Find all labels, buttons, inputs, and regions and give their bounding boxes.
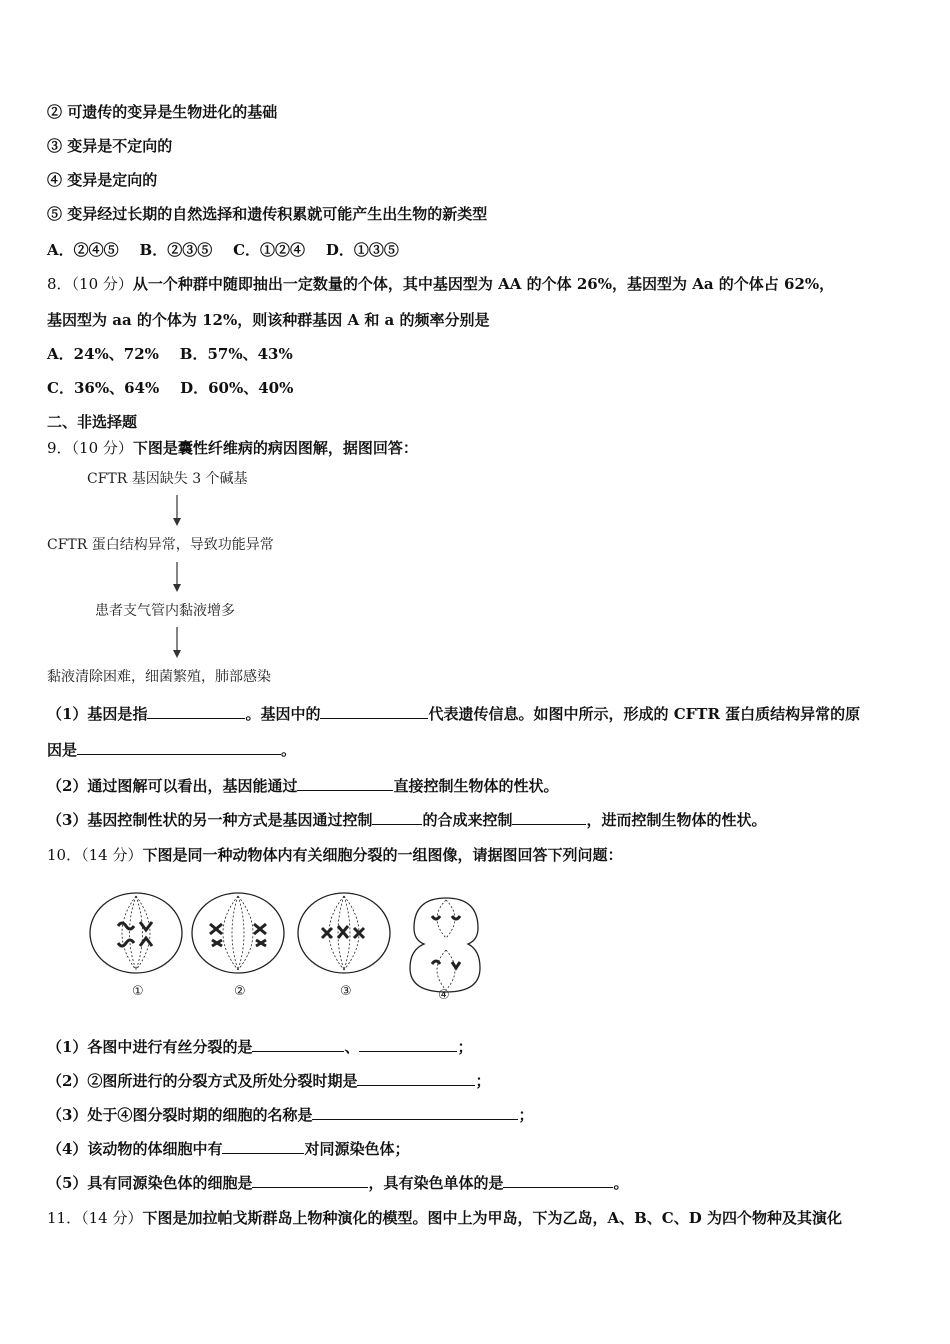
q10-stem: 下图是同一种动物体内有关细胞分裂的一组图像，请据图回答下列问题： bbox=[142, 846, 623, 864]
flow-step-4: 黏液清除困难，细菌繁殖，肺部感染 bbox=[47, 669, 271, 685]
blank-enzyme[interactable] bbox=[372, 810, 422, 825]
q9-p3-text-a: （3）基因控制性状的另一种方式是基因通过控制 bbox=[47, 811, 373, 829]
q8-score: （10 分） bbox=[71, 275, 133, 293]
q9-p1-text-d: 因是 bbox=[47, 741, 78, 759]
q10-score: （14 分） bbox=[81, 846, 143, 864]
q10-p4-text-b: 对同源染色体； bbox=[304, 1140, 410, 1158]
blank-metabolism[interactable] bbox=[512, 810, 586, 825]
cell-label-2: ② bbox=[234, 984, 246, 999]
q7-choices: A．②④⑤ B．②③⑤ C．①②④ D．①③⑤ bbox=[47, 241, 399, 259]
cell-drawings bbox=[88, 888, 488, 1008]
q11-stem-line bbox=[47, 1208, 842, 1228]
q11-number: 11． bbox=[47, 1209, 82, 1227]
blank-division-phase[interactable] bbox=[357, 1071, 475, 1086]
statement-5: ⑤ 变异经过长期的自然选择和遗传积累就可能产生出生物的新类型 bbox=[47, 205, 488, 223]
q10-p5-text-b: ，具有染色单体的是 bbox=[368, 1174, 504, 1192]
q10-number: 10． bbox=[47, 846, 82, 864]
blank-homolog-pairs[interactable] bbox=[222, 1139, 304, 1154]
q11-stem: 下图是加拉帕戈斯群岛上物种演化的模型。图中上为甲岛，下为乙岛，A、B、C、D 为四个物种及其演化 bbox=[142, 1209, 842, 1227]
blank-gene-definition[interactable] bbox=[147, 704, 245, 719]
q11-score: （14 分） bbox=[81, 1209, 143, 1227]
q8-line2: 基因型为 aa 的个体为 12%，则该种群基因 A 和 a 的频率分别是 bbox=[47, 311, 490, 329]
section-heading: 二、非选择题 bbox=[47, 413, 138, 431]
q9-p2-text-a: （2）通过图解可以看出，基因能通过 bbox=[47, 777, 298, 795]
flow-step-3: 患者支气管内黏液增多 bbox=[95, 603, 235, 619]
q10-part3 bbox=[47, 1105, 533, 1125]
q10-p4-text-a: （4）该动物的体细胞中有 bbox=[47, 1140, 223, 1158]
q10-p5-text-c: 。 bbox=[613, 1174, 629, 1192]
statement-4: ④ 变异是定向的 bbox=[47, 171, 158, 189]
blank-mitosis-2[interactable] bbox=[359, 1037, 457, 1052]
q9-part3 bbox=[47, 810, 766, 830]
q10-part1 bbox=[47, 1037, 472, 1057]
cell-division-figure bbox=[88, 888, 488, 1008]
q9-p1-text-c: 代表遗传信息。如图中所示，形成的 CFTR 蛋白质结构异常的原 bbox=[428, 705, 861, 723]
cell-label-3: ③ bbox=[340, 984, 352, 999]
blank-mitosis-1[interactable] bbox=[252, 1037, 344, 1052]
q9-stem: 下图是囊性纤维病的病因图解，据图回答： bbox=[132, 439, 418, 457]
statement-2: ② 可遗传的变异是生物进化的基础 bbox=[47, 103, 278, 121]
flow-arrows bbox=[47, 462, 337, 692]
q9-p1-text-e: 。 bbox=[281, 741, 297, 759]
cell-label-1: ① bbox=[132, 984, 144, 999]
q9-score: （10 分） bbox=[71, 439, 133, 457]
q9-part1-line2 bbox=[47, 740, 296, 760]
q9-p3-text-c: ，进而控制生物体的性状。 bbox=[586, 811, 767, 829]
q8-choices-1: A．24%、72% B．57%、43% bbox=[47, 345, 293, 363]
q10-p5-text-a: （5）具有同源染色体的细胞是 bbox=[47, 1174, 253, 1192]
cell-3 bbox=[298, 893, 390, 973]
q10-part4 bbox=[47, 1139, 409, 1159]
q9-part1-line1 bbox=[47, 704, 860, 724]
q10-p3-text-a: （3）处于④图分裂时期的细胞的名称是 bbox=[47, 1106, 313, 1124]
cell-4 bbox=[410, 898, 480, 992]
q10-part2 bbox=[47, 1071, 490, 1091]
q8-choices-2: C．36%、64% D．60%、40% bbox=[47, 379, 294, 397]
q9-p1-text-a: （1）基因是指 bbox=[47, 705, 148, 723]
q8-number: 8． bbox=[47, 275, 72, 293]
cf-flow-diagram bbox=[47, 462, 337, 692]
q9-number: 9． bbox=[47, 439, 72, 457]
q10-p2-text-b: ； bbox=[475, 1072, 491, 1090]
blank-chromatid-cells[interactable] bbox=[503, 1173, 613, 1188]
cell-1 bbox=[90, 893, 182, 973]
cell-label-4: ④ bbox=[438, 988, 450, 1003]
blank-genetic-info[interactable] bbox=[320, 704, 428, 719]
cell-2 bbox=[192, 893, 284, 973]
q10-p1-text-b: 、 bbox=[344, 1038, 360, 1056]
q10-part5 bbox=[47, 1173, 628, 1193]
blank-homolog-cells[interactable] bbox=[252, 1173, 368, 1188]
flow-step-2: CFTR 蛋白结构异常，导致功能异常 bbox=[47, 537, 274, 553]
q8-stem: 从一个种群中随即抽出一定数量的个体，其中基因型为 AA 的个体 26%，基因型为 Aa 的个体占 62%， bbox=[132, 275, 835, 293]
q9-stem-line bbox=[47, 438, 418, 458]
q9-p1-text-b: 。基因中的 bbox=[245, 705, 321, 723]
q10-p2-text-a: （2）②图所进行的分裂方式及所处分裂时期是 bbox=[47, 1072, 358, 1090]
statement-3: ③ 变异是不定向的 bbox=[47, 137, 173, 155]
flow-step-1: CFTR 基因缺失 3 个碱基 bbox=[87, 471, 248, 487]
q10-p3-text-b: ； bbox=[518, 1106, 534, 1124]
q10-stem-line bbox=[47, 845, 622, 865]
blank-cftr-cause[interactable] bbox=[77, 740, 281, 755]
q10-p1-text-c: ； bbox=[457, 1038, 473, 1056]
q8-line1 bbox=[47, 274, 834, 294]
q9-part2 bbox=[47, 776, 558, 796]
q9-p3-text-b: 的合成来控制 bbox=[422, 811, 513, 829]
q9-p2-text-b: 直接控制生物体的性状。 bbox=[393, 777, 559, 795]
q10-p1-text-a: （1）各图中进行有丝分裂的是 bbox=[47, 1038, 253, 1056]
blank-cell-name[interactable] bbox=[312, 1105, 518, 1120]
blank-direct-control[interactable] bbox=[297, 776, 393, 791]
